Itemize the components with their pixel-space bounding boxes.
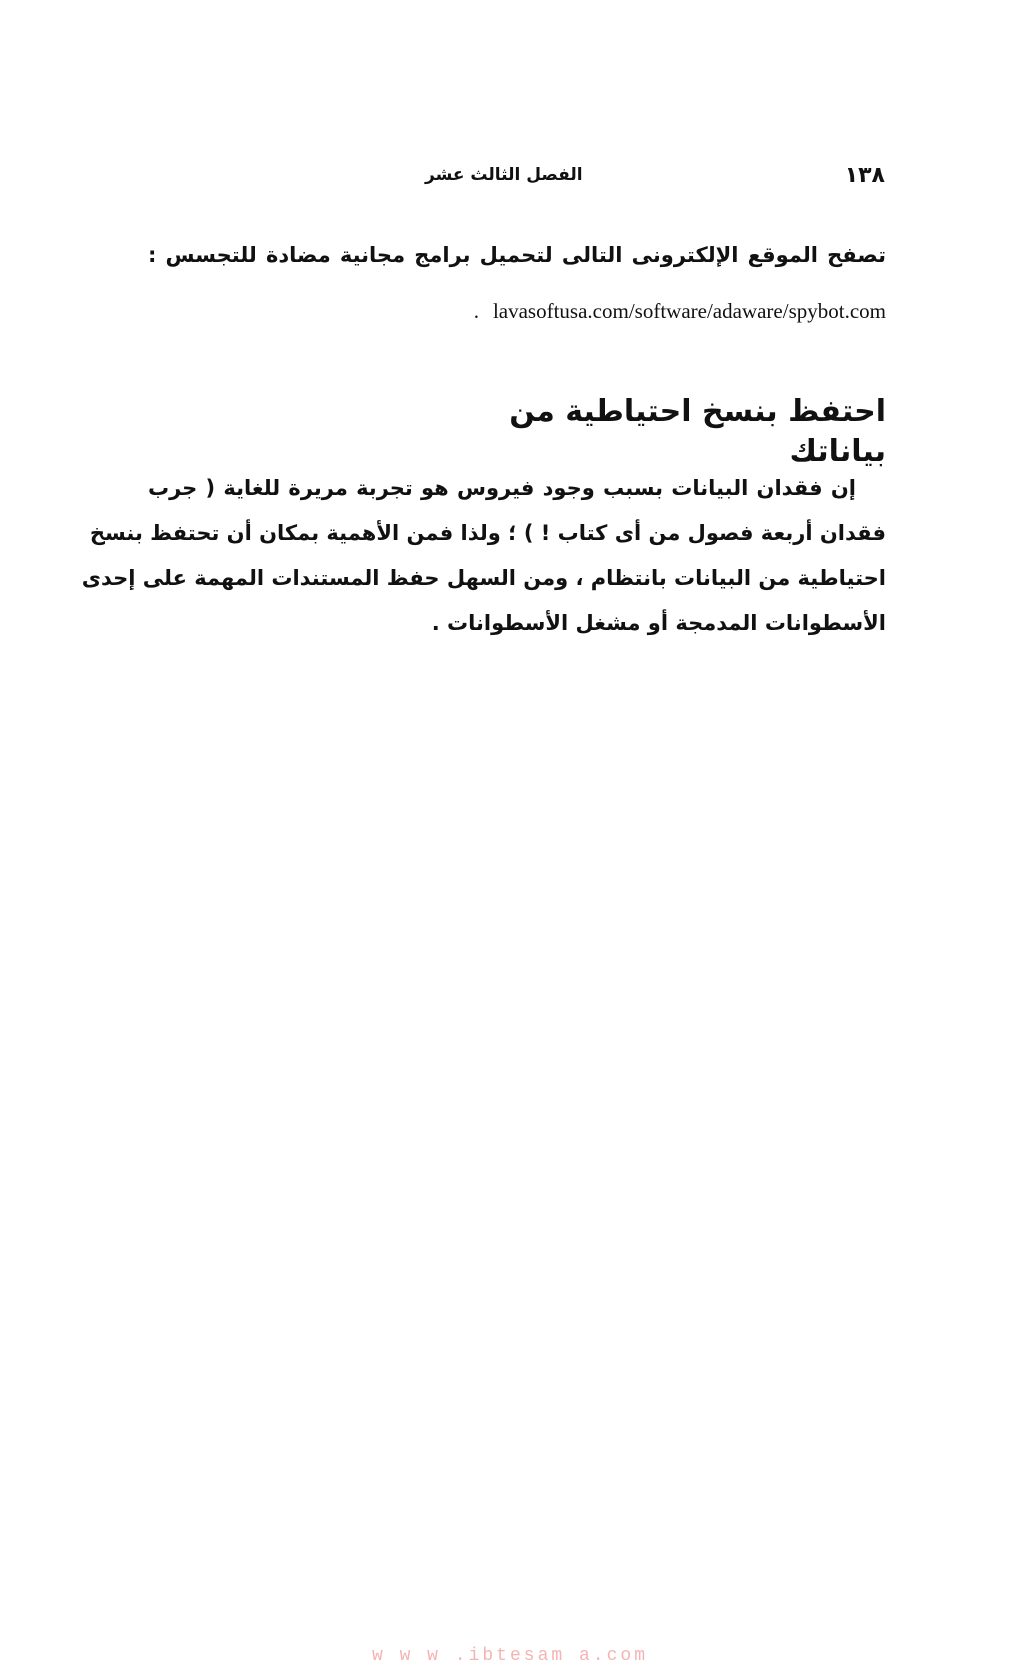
intro-text: تصفح الموقع الإلكترونى التالى لتحميل برامج مجانية مضادة للتجسس : <box>148 243 886 267</box>
paragraph-line: فقدان أربعة فصول من أى كتاب ! ) ؛ ولذا فمن الأهمية بمكان أن تحتفظ بنسخ <box>89 521 886 545</box>
url-line <box>404 296 886 326</box>
section-heading: احتفظ بنسخ احتياطية من بياناتك <box>509 394 886 469</box>
paragraph-line: احتياطية من البيانات بانتظام ، ومن السهل حفظ المستندات المهمة على إحدى <box>81 566 886 590</box>
page-number: ١٣٨ <box>844 162 885 188</box>
spyware-url-link[interactable]: lavasoftusa.com/software/adaware/spybot.com <box>492 299 886 323</box>
body-paragraph <box>81 466 886 646</box>
url-trailing-period: . <box>473 299 479 323</box>
paragraph-line: إن فقدان البيانات بسبب وجود فيروس هو تجربة مريرة للغاية ( جرب <box>148 476 856 500</box>
chapter-title: الفصل الثالث عشر <box>425 165 583 185</box>
watermark: w w w .ibtesam a.com <box>371 1646 649 1666</box>
paragraph-line: الأسطوانات المدمجة أو مشغل الأسطوانات . <box>431 611 886 635</box>
page-header <box>425 160 885 190</box>
